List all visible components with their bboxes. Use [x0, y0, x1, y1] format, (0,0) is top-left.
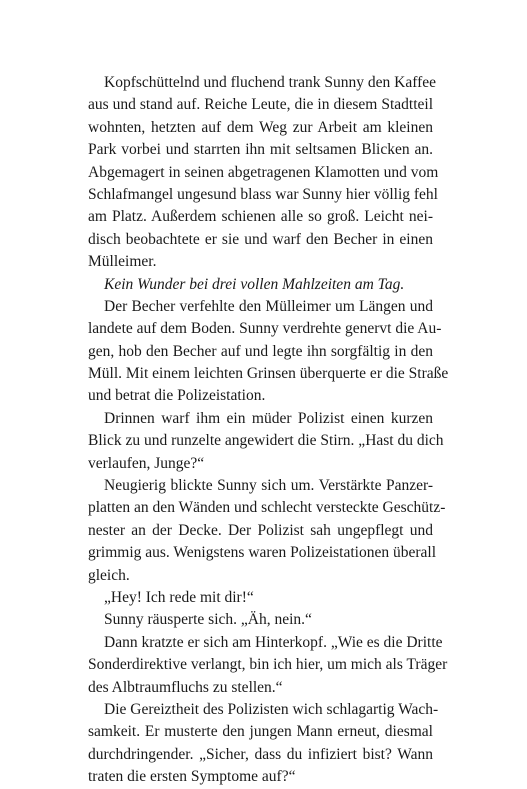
text-line: Sunny räusperte sich. „Äh, nein.“ [104, 611, 312, 629]
text-line: des Albtraumfluchs zu stellen.“ [88, 678, 283, 696]
text-line: Dann kratzte er sich am Hinterkopf. „Wie es die Dritte [104, 633, 443, 651]
text-line: Mülleimer. [88, 253, 157, 271]
text-line: nester an der Decke. Der Polizist sah ungepflegt und [88, 521, 433, 539]
text-line: disch beobachtete er sie und warf den Becher in einen [88, 230, 433, 248]
text-line: Müll. Mit einem leichten Grinsen überquerte er die Straße [88, 365, 449, 383]
text-line: aus und stand auf. Reiche Leute, die in diesem Stadtteil [88, 96, 433, 114]
text-line: grimmig aus. Wenigstens waren Polizeistationen überall [88, 544, 437, 562]
text-line: „Hey! Ich rede mit dir!“ [104, 588, 254, 606]
text-line: Kein Wunder bei drei vollen Mahlzeiten am Tag. [104, 275, 405, 293]
text-line: landete auf dem Boden. Sunny verdrehte genervt die Au- [88, 320, 442, 338]
body-text [88, 72, 449, 789]
text-line: wohnten, hetzten auf dem Weg zur Arbeit am kleinen [88, 118, 433, 136]
text-line: samkeit. Er musterte den jungen Mann erneut, diesmal [88, 723, 433, 741]
text-line: traten die ersten Symptome auf?“ [88, 768, 296, 786]
text-line: Schlafmangel ungesund blass war Sunny hier völlig fehl [88, 185, 438, 203]
text-line: Abgemagert in seinen abgetragenen Klamotten und vom [88, 163, 439, 181]
text-line: durchdringender. „Sicher, dass du infiziert bist? Wann [88, 745, 433, 763]
text-line: Kopfschüttelnd und fluchend trank Sunny den Kaffee [104, 74, 437, 91]
text-line: Die Gereiztheit des Polizisten wich schlagartig Wach- [104, 700, 439, 718]
text-line: Park vorbei und starrten ihn mit seltsamen Blicken an. [88, 141, 433, 159]
text-line: gen, hob den Becher auf und legte ihn sorgfältig in den [88, 342, 433, 360]
text-line: am Platz. Außerdem schienen alle so groß. Leicht nei- [88, 208, 433, 226]
text-line: Drinnen warf ihm ein müder Polizist einen kurzen [104, 409, 433, 427]
text-line: und betrat die Polizeistation. [88, 387, 266, 405]
text-line: Neugierig blickte Sunny sich um. Verstärkte Panzer- [104, 477, 433, 495]
text-line: Sonderdirektive verlangt, bin ich hier, um mich als Träger [88, 656, 448, 674]
text-line: verlaufen, Junge?“ [88, 454, 205, 472]
text-line: platten an den Wänden und schlecht versteckte Geschütz- [88, 499, 446, 517]
text-line: Blick zu und runzelte angewidert die Stirn. „Hast du dich [88, 432, 444, 450]
text-line: gleich. [88, 566, 130, 584]
text-line: Der Becher verfehlte den Mülleimer um Längen und [104, 297, 433, 315]
